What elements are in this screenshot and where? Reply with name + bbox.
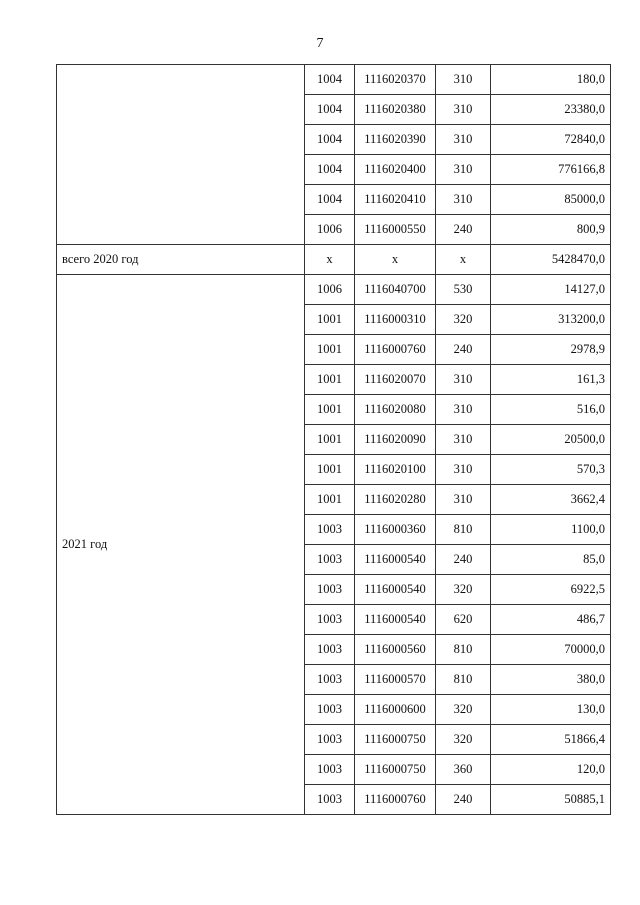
section-cell: 1004: [305, 95, 355, 125]
section-cell: 1004: [305, 155, 355, 185]
section-cell: 1001: [305, 425, 355, 455]
table-row: [57, 245, 611, 275]
expense-type-cell: 620: [436, 605, 491, 635]
code-cell: 1116000750: [355, 725, 436, 755]
amount-cell: 85000,0: [491, 185, 611, 215]
section-cell: 1001: [305, 335, 355, 365]
code-cell: 1116000360: [355, 515, 436, 545]
amount-cell: 70000,0: [491, 635, 611, 665]
expense-type-cell: 810: [436, 635, 491, 665]
code-cell: 1116020370: [355, 65, 436, 95]
amount-cell: 50885,1: [491, 785, 611, 815]
expense-type-cell: 320: [436, 305, 491, 335]
expense-type-cell: 530: [436, 275, 491, 305]
section-cell: 1003: [305, 725, 355, 755]
code-cell: 1116040700: [355, 275, 436, 305]
section-cell: 1004: [305, 65, 355, 95]
expense-type-cell: х: [436, 245, 491, 275]
amount-cell: 2978,9: [491, 335, 611, 365]
section-cell: 1003: [305, 545, 355, 575]
table-row: [57, 275, 611, 305]
expense-type-cell: 360: [436, 755, 491, 785]
group-label-cell: всего 2020 год: [57, 245, 305, 275]
section-cell: 1003: [305, 785, 355, 815]
code-cell: 1116020280: [355, 485, 436, 515]
expense-type-cell: 320: [436, 695, 491, 725]
expense-type-cell: 310: [436, 485, 491, 515]
code-cell: 1116020070: [355, 365, 436, 395]
section-cell: 1004: [305, 185, 355, 215]
section-cell: 1006: [305, 275, 355, 305]
code-cell: 1116000760: [355, 335, 436, 365]
code-cell: 1116000540: [355, 545, 436, 575]
expense-type-cell: 240: [436, 785, 491, 815]
expense-type-cell: 310: [436, 395, 491, 425]
code-cell: 1116000750: [355, 755, 436, 785]
group-label-cell: 2021 год: [57, 275, 305, 815]
amount-cell: 380,0: [491, 665, 611, 695]
code-cell: 1116020080: [355, 395, 436, 425]
amount-cell: 51866,4: [491, 725, 611, 755]
table-row: [57, 65, 611, 95]
amount-cell: 570,3: [491, 455, 611, 485]
amount-cell: 180,0: [491, 65, 611, 95]
amount-cell: 1100,0: [491, 515, 611, 545]
amount-cell: 313200,0: [491, 305, 611, 335]
section-cell: 1003: [305, 605, 355, 635]
section-cell: 1001: [305, 395, 355, 425]
section-cell: 1006: [305, 215, 355, 245]
expense-type-cell: 810: [436, 665, 491, 695]
expense-type-cell: 310: [436, 365, 491, 395]
code-cell: 1116000600: [355, 695, 436, 725]
amount-cell: 486,7: [491, 605, 611, 635]
section-cell: 1004: [305, 125, 355, 155]
expense-type-cell: 310: [436, 155, 491, 185]
code-cell: 1116020380: [355, 95, 436, 125]
amount-cell: 516,0: [491, 395, 611, 425]
amount-cell: 14127,0: [491, 275, 611, 305]
section-cell: 1003: [305, 755, 355, 785]
code-cell: 1116000540: [355, 575, 436, 605]
expense-type-cell: 240: [436, 335, 491, 365]
section-cell: 1003: [305, 695, 355, 725]
code-cell: 1116000550: [355, 215, 436, 245]
code-cell: 1116000560: [355, 635, 436, 665]
code-cell: 1116000310: [355, 305, 436, 335]
amount-cell: 5428470,0: [491, 245, 611, 275]
page-number: 7: [316, 36, 324, 51]
amount-cell: 3662,4: [491, 485, 611, 515]
budget-table: [56, 64, 611, 815]
code-cell: 1116020090: [355, 425, 436, 455]
expense-type-cell: 310: [436, 65, 491, 95]
amount-cell: 20500,0: [491, 425, 611, 455]
amount-cell: 72840,0: [491, 125, 611, 155]
code-cell: 1116000760: [355, 785, 436, 815]
section-cell: 1001: [305, 485, 355, 515]
section-cell: 1003: [305, 515, 355, 545]
section-cell: 1001: [305, 365, 355, 395]
amount-cell: 161,3: [491, 365, 611, 395]
amount-cell: 6922,5: [491, 575, 611, 605]
expense-type-cell: 320: [436, 725, 491, 755]
section-cell: х: [305, 245, 355, 275]
expense-type-cell: 310: [436, 125, 491, 155]
amount-cell: 776166,8: [491, 155, 611, 185]
section-cell: 1001: [305, 305, 355, 335]
code-cell: 1116020400: [355, 155, 436, 185]
code-cell: 1116020410: [355, 185, 436, 215]
expense-type-cell: 310: [436, 185, 491, 215]
expense-type-cell: 310: [436, 95, 491, 125]
budget-table-body: [57, 65, 611, 815]
code-cell: 1116020100: [355, 455, 436, 485]
amount-cell: 800,9: [491, 215, 611, 245]
section-cell: 1003: [305, 575, 355, 605]
expense-type-cell: 320: [436, 575, 491, 605]
expense-type-cell: 810: [436, 515, 491, 545]
expense-type-cell: 240: [436, 215, 491, 245]
code-cell: х: [355, 245, 436, 275]
amount-cell: 85,0: [491, 545, 611, 575]
section-cell: 1003: [305, 635, 355, 665]
amount-cell: 23380,0: [491, 95, 611, 125]
expense-type-cell: 310: [436, 425, 491, 455]
section-cell: 1001: [305, 455, 355, 485]
code-cell: 1116020390: [355, 125, 436, 155]
code-cell: 1116000570: [355, 665, 436, 695]
group-label-cell: [57, 65, 305, 245]
expense-type-cell: 310: [436, 455, 491, 485]
code-cell: 1116000540: [355, 605, 436, 635]
section-cell: 1003: [305, 665, 355, 695]
expense-type-cell: 240: [436, 545, 491, 575]
amount-cell: 120,0: [491, 755, 611, 785]
amount-cell: 130,0: [491, 695, 611, 725]
